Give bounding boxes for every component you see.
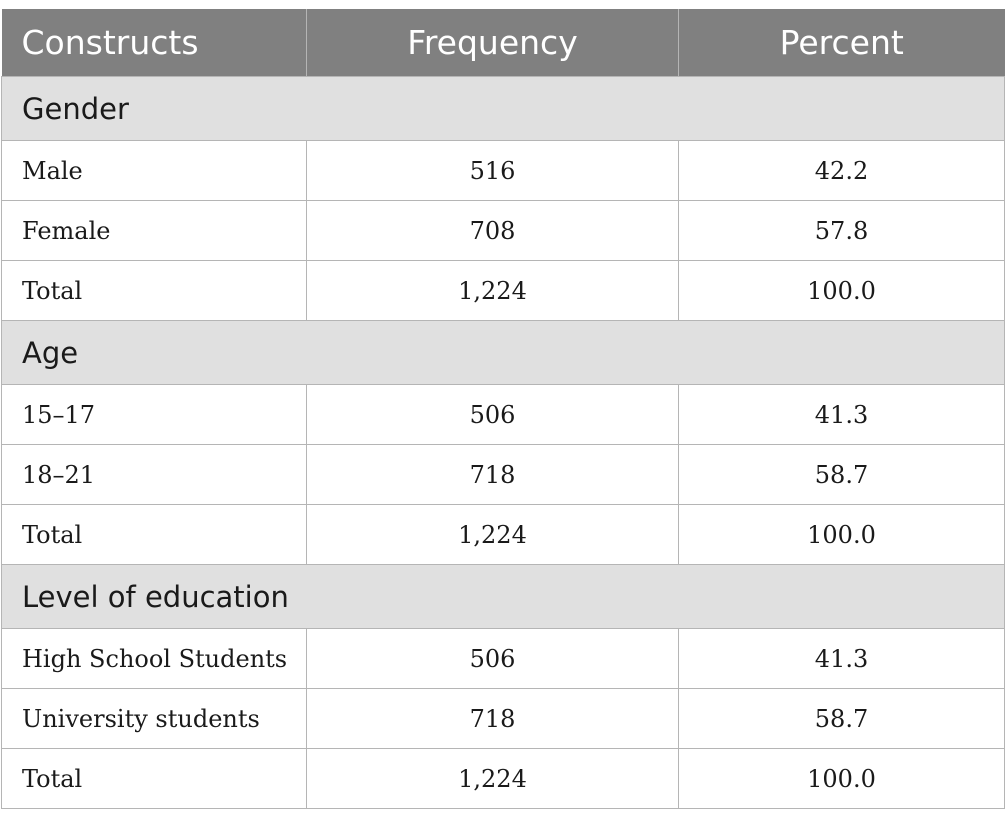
row-percent: 58.7 — [679, 445, 1005, 505]
row-percent: 100.0 — [679, 261, 1005, 321]
row-frequency: 718 — [307, 445, 679, 505]
row-label: 18–21 — [2, 445, 307, 505]
row-label: High School Students — [2, 629, 307, 689]
row-frequency: 506 — [307, 629, 679, 689]
row-label: Total — [2, 505, 307, 565]
table-row — [2, 749, 1005, 809]
row-frequency: 516 — [307, 141, 679, 201]
row-label: Total — [2, 749, 307, 809]
row-percent: 42.2 — [679, 141, 1005, 201]
row-percent: 57.8 — [679, 201, 1005, 261]
row-label: Female — [2, 201, 307, 261]
demographics-table — [1, 9, 1005, 809]
header-constructs: Constructs — [2, 9, 307, 77]
row-percent: 41.3 — [679, 629, 1005, 689]
table-row — [2, 505, 1005, 565]
table-row — [2, 385, 1005, 445]
header-row — [2, 9, 1005, 77]
section-title-age: Age — [2, 321, 1005, 385]
row-percent: 100.0 — [679, 505, 1005, 565]
section-title-education: Level of education — [2, 565, 1005, 629]
row-frequency: 708 — [307, 201, 679, 261]
row-percent: 100.0 — [679, 749, 1005, 809]
row-label: University students — [2, 689, 307, 749]
table-row — [2, 261, 1005, 321]
row-frequency: 1,224 — [307, 505, 679, 565]
row-frequency: 506 — [307, 385, 679, 445]
section-row — [2, 77, 1005, 141]
row-frequency: 1,224 — [307, 749, 679, 809]
section-title-gender: Gender — [2, 77, 1005, 141]
row-label: Total — [2, 261, 307, 321]
table-row — [2, 141, 1005, 201]
row-percent: 58.7 — [679, 689, 1005, 749]
header-frequency: Frequency — [307, 9, 679, 77]
header-percent: Percent — [679, 9, 1005, 77]
row-frequency: 1,224 — [307, 261, 679, 321]
table-row — [2, 689, 1005, 749]
section-row — [2, 565, 1005, 629]
row-label: Male — [2, 141, 307, 201]
table-row — [2, 201, 1005, 261]
section-row — [2, 321, 1005, 385]
table-row — [2, 445, 1005, 505]
row-frequency: 718 — [307, 689, 679, 749]
row-percent: 41.3 — [679, 385, 1005, 445]
table-row — [2, 629, 1005, 689]
row-label: 15–17 — [2, 385, 307, 445]
